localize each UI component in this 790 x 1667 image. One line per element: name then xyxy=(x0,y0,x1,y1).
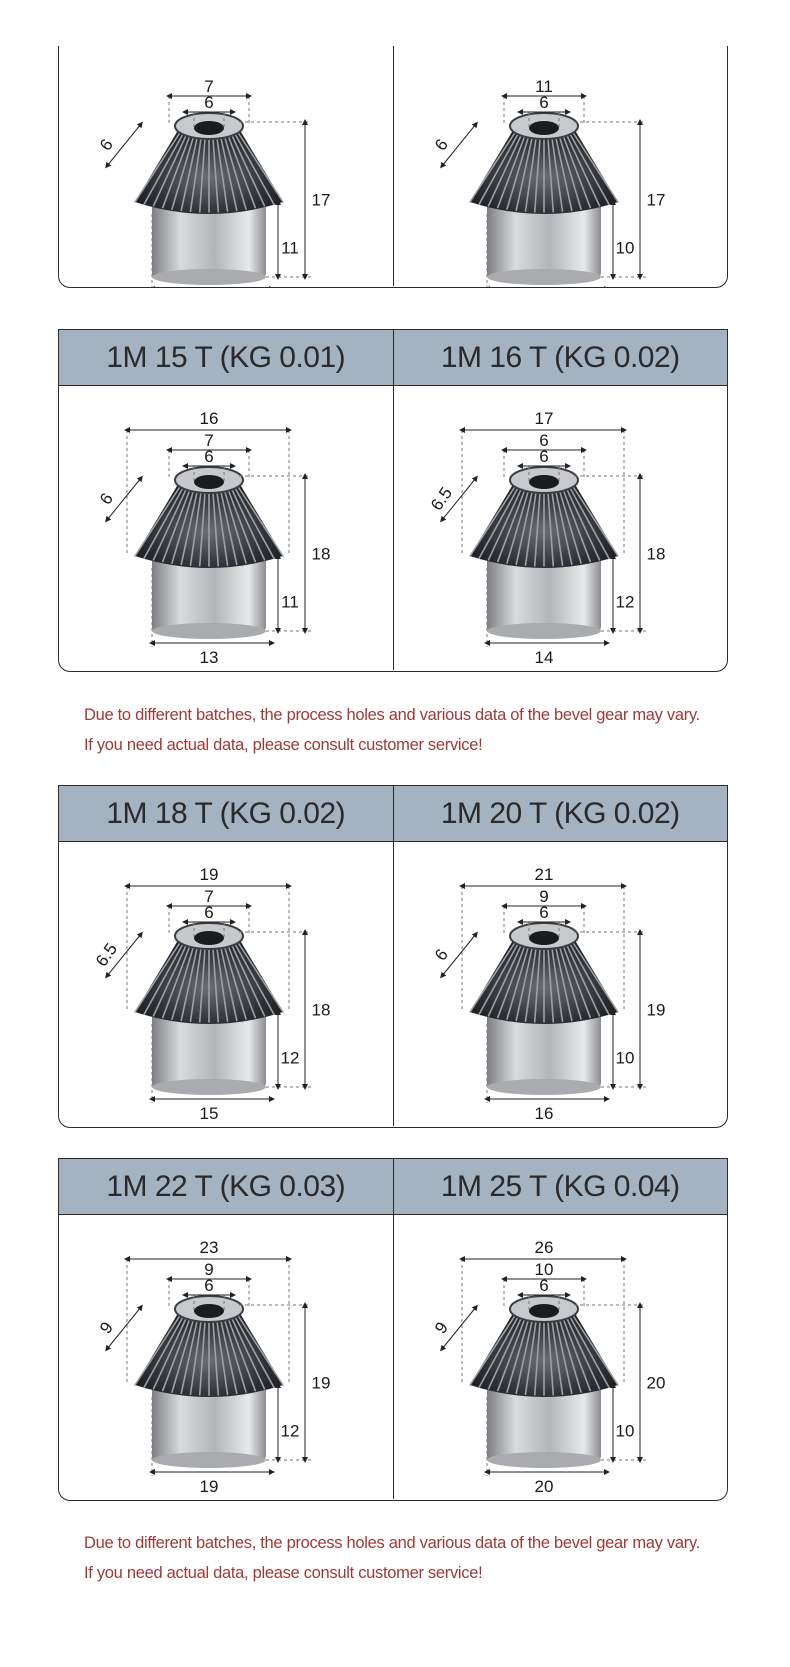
gear-cell xyxy=(394,1215,728,1499)
hub-base xyxy=(152,1079,266,1095)
height-dimension: 17 xyxy=(646,190,665,210)
bore-diameter-dimension: 6 xyxy=(538,93,549,112)
bevel-gear-diagram: 1710161166 xyxy=(430,77,665,313)
middle-diameter-dimension: 9 xyxy=(204,1260,214,1279)
hub-base xyxy=(152,623,266,639)
bore-diameter-dimension: 6 xyxy=(204,93,214,112)
bore-diameter-dimension: 6 xyxy=(204,1276,214,1295)
bore-hole xyxy=(194,121,224,135)
bevel-gear-diagram xyxy=(59,842,393,1128)
hub-height-dimension: 11 xyxy=(281,238,299,258)
face-width-dimension: 6.5 xyxy=(426,483,456,514)
gear-model-heading: 1M 25 T (KG 0.04) xyxy=(440,1169,680,1203)
bore-diameter-dimension: 6 xyxy=(538,903,549,922)
gear-spec-table-1 xyxy=(58,46,728,313)
hub-base xyxy=(152,269,266,285)
hub-diameter-dimension: 13 xyxy=(199,648,219,667)
disclaimer-note xyxy=(84,700,744,760)
bevel-gear-diagram xyxy=(394,386,728,672)
hub-diameter-dimension: 14 xyxy=(534,648,553,667)
disclaimer-line: If you need actual data, please consult customer service! xyxy=(84,736,483,754)
face-width-dimension: 9 xyxy=(430,1318,452,1338)
table-header xyxy=(59,1159,727,1215)
bore-diameter-dimension: 6 xyxy=(204,447,214,466)
gear-cell xyxy=(394,842,728,1126)
hub-base xyxy=(152,1452,266,1468)
face-width-dimension: 9 xyxy=(95,1318,117,1338)
disclaimer-line: If you need actual data, please consult customer service! xyxy=(84,1564,483,1582)
face-width-dimension: 6 xyxy=(430,945,452,965)
middle-diameter-dimension: 10 xyxy=(534,1260,553,1279)
hub-height-dimension: 11 xyxy=(281,592,299,612)
bore-hole xyxy=(529,121,559,135)
gear-model-heading: 1M 16 T (KG 0.02) xyxy=(440,340,680,374)
bore-hole xyxy=(529,475,559,489)
hub-diameter-dimension: 15 xyxy=(199,1104,219,1123)
hub-diameter-dimension: 20 xyxy=(534,1477,553,1496)
middle-diameter-dimension: 7 xyxy=(204,77,214,96)
outer-diameter-dimension: 19 xyxy=(199,865,219,884)
hub-base xyxy=(487,1079,601,1095)
height-dimension: 19 xyxy=(646,1000,665,1020)
gear-spec-table-2 xyxy=(58,329,728,672)
face-width-dimension: 6.5 xyxy=(91,939,122,970)
gear-model-heading: 1M 15 T (KG 0.01) xyxy=(59,330,394,385)
gear-cell xyxy=(59,46,394,313)
hub-diameter-dimension: 16 xyxy=(534,1104,553,1123)
bore-hole xyxy=(529,931,559,945)
hub-base xyxy=(487,1452,601,1468)
height-dimension: 19 xyxy=(311,1373,331,1393)
disclaimer-line: Due to different batches, the process holes and various data of the bevel gear may vary. xyxy=(84,1534,700,1552)
gear-spec-table-4 xyxy=(58,1158,728,1501)
bore-hole xyxy=(194,475,224,489)
middle-diameter-dimension: 11 xyxy=(534,77,553,96)
middle-diameter-dimension: 9 xyxy=(538,887,549,906)
hub-height-dimension: 12 xyxy=(280,1048,300,1068)
hub-height-dimension: 10 xyxy=(615,1421,634,1441)
bevel-gear-diagram xyxy=(394,1215,728,1501)
bevel-gear-diagram xyxy=(59,386,393,672)
bore-diameter-dimension: 6 xyxy=(204,903,214,922)
height-dimension: 18 xyxy=(311,544,331,564)
bore-diameter-dimension: 6 xyxy=(538,1276,549,1295)
hub-height-dimension: 12 xyxy=(280,1421,300,1441)
gear-model-heading: 1M 20 T (KG 0.02) xyxy=(440,796,680,830)
outer-diameter-dimension: 23 xyxy=(199,1238,219,1257)
hub-height-dimension: 10 xyxy=(615,1048,634,1068)
gear-cell xyxy=(59,386,394,670)
hub-base xyxy=(487,269,601,285)
bevel-gear-diagram xyxy=(59,1215,393,1501)
bore-hole xyxy=(194,931,224,945)
height-dimension: 18 xyxy=(646,544,665,564)
height-dimension: 18 xyxy=(311,1000,331,1020)
hub-height-dimension: 10 xyxy=(615,238,634,258)
disclaimer-line: Due to different batches, the process holes and various data of the bevel gear may vary. xyxy=(84,706,700,724)
hub-diameter-dimension: 19 xyxy=(199,1477,219,1496)
gear-model-heading: 1M 22 T (KG 0.03) xyxy=(59,1159,394,1214)
face-width-dimension: 6 xyxy=(430,135,452,155)
table-header xyxy=(59,330,727,386)
table-header xyxy=(59,786,727,842)
gear-cell xyxy=(394,386,728,670)
outer-diameter-dimension: 21 xyxy=(534,865,553,884)
bore-diameter-dimension: 6 xyxy=(538,447,549,466)
bevel-gear-diagram: 171113766 xyxy=(95,77,331,313)
gear-model-heading: 1M 18 T (KG 0.02) xyxy=(59,786,394,841)
disclaimer-note xyxy=(84,1528,744,1588)
middle-diameter-dimension: 7 xyxy=(204,431,214,450)
gear-cell xyxy=(394,46,728,313)
face-width-dimension: 6 xyxy=(95,489,117,509)
outer-diameter-dimension: 16 xyxy=(199,409,219,428)
outer-diameter-dimension: 26 xyxy=(534,1238,553,1257)
gear-spec-table-3 xyxy=(58,785,728,1128)
bore-hole xyxy=(529,1304,559,1318)
middle-diameter-dimension: 7 xyxy=(204,887,214,906)
height-dimension: 17 xyxy=(311,190,331,210)
face-width-dimension: 6 xyxy=(95,135,117,155)
gear-cell xyxy=(59,842,394,1126)
gear-cell xyxy=(59,1215,394,1499)
hub-base xyxy=(487,623,601,639)
bevel-gear-diagram xyxy=(394,842,728,1128)
bore-hole xyxy=(194,1304,224,1318)
height-dimension: 20 xyxy=(646,1373,665,1393)
hub-height-dimension: 12 xyxy=(615,592,634,612)
outer-diameter-dimension: 17 xyxy=(534,409,553,428)
middle-diameter-dimension: 6 xyxy=(538,431,549,450)
